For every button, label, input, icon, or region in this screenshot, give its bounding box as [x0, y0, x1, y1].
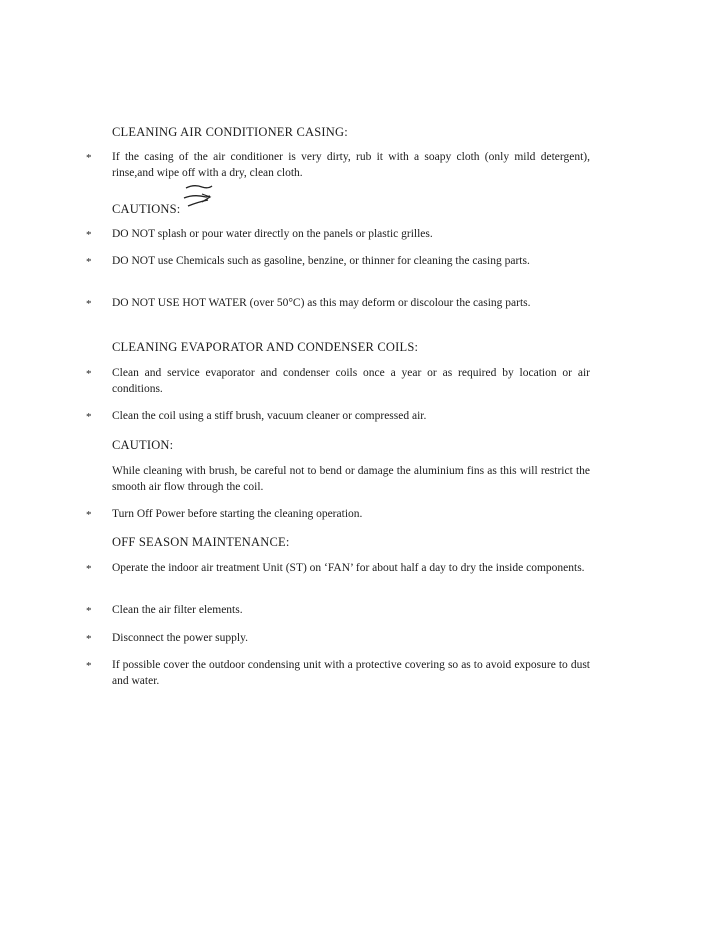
bullet-marker: * — [86, 368, 92, 380]
bullet-marker: * — [86, 633, 92, 645]
bullet-text: If the casing of the air conditioner is very dirty, rub it with a soapy cloth (only mild detergent), rinse,and wipe off with a dry, clean cloth. — [112, 151, 590, 179]
bullet-marker: * — [86, 563, 92, 575]
bullet-marker: * — [86, 229, 92, 241]
bullet-marker: * — [86, 660, 92, 672]
heading-caution: CAUTION: — [112, 438, 174, 452]
handwritten-mark-icon — [180, 180, 220, 216]
bullet-text: DO NOT USE HOT WATER (over 50°C) as this may deform or discolour the casing parts. — [112, 297, 531, 309]
bullet-text: Turn Off Power before starting the cleaning operation. — [112, 508, 363, 520]
bullet-text: DO NOT splash or pour water directly on the panels or plastic grilles. — [112, 228, 433, 240]
bullet-marker: * — [86, 509, 92, 521]
bullet-text: Operate the indoor air treatment Unit (ST) on ‘FAN’ for about half a day to dry the inside components. — [112, 562, 585, 574]
heading-cleaning-coils: CLEANING EVAPORATOR AND CONDENSER COILS: — [112, 340, 419, 354]
bullet-marker: * — [86, 411, 92, 423]
bullet-text: If possible cover the outdoor condensing unit with a protective covering so as to avoid exposure to dust and water. — [112, 659, 590, 687]
heading-cautions: CAUTIONS: — [112, 202, 181, 216]
bullet-marker: * — [86, 152, 92, 164]
caution-paragraph: While cleaning with brush, be careful not to bend or damage the aluminium fins as this will restrict the smooth air flow through the coil. — [112, 465, 590, 493]
bullet-text: DO NOT use Chemicals such as gasoline, benzine, or thinner for cleaning the casing parts. — [112, 255, 530, 267]
bullet-marker: * — [86, 605, 92, 617]
heading-off-season: OFF SEASON MAINTENANCE: — [112, 535, 290, 549]
heading-cleaning-casing: CLEANING AIR CONDITIONER CASING: — [112, 125, 348, 139]
bullet-text: Clean the coil using a stiff brush, vacuum cleaner or compressed air. — [112, 410, 427, 422]
bullet-text: Clean and service evaporator and condenser coils once a year or as required by location or air conditions. — [112, 367, 590, 395]
bullet-marker: * — [86, 298, 92, 310]
bullet-text: Clean the air filter elements. — [112, 604, 243, 616]
bullet-marker: * — [86, 256, 92, 268]
bullet-text: Disconnect the power supply. — [112, 632, 248, 644]
